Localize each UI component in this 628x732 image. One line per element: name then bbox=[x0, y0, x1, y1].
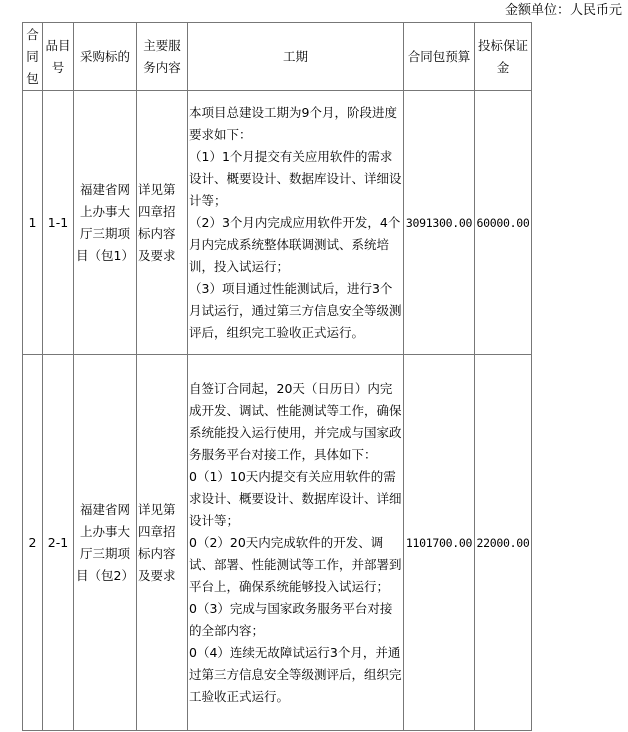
service-cell: 详见第四章招标内容及要求 bbox=[137, 355, 188, 731]
currency-unit-label: 金额单位：人民币元 bbox=[504, 3, 622, 18]
period-line: 本项目总建设工期为9个月，阶段进度要求如下： bbox=[189, 104, 397, 142]
package-cell: 1 bbox=[23, 91, 43, 355]
item-no-cell: 1-1 bbox=[43, 91, 74, 355]
package-cell: 2 bbox=[23, 355, 43, 731]
target-cell: 福建省网上办事大厅三期项目（包1） bbox=[74, 91, 137, 355]
period-line: 0（1）10天内提交有关应用软件的需求设计、概要设计、数据库设计、详细设计等； bbox=[189, 468, 402, 528]
period-cell bbox=[188, 355, 404, 731]
service-cell: 详见第四章招标内容及要求 bbox=[137, 91, 188, 355]
period-line: （1）1个月提交有关应用软件的需求设计、概要设计、数据库设计、详细设计等； bbox=[189, 148, 402, 208]
period-line: 0（3）完成与国家政务服务平台对接的全部内容； bbox=[189, 600, 393, 638]
period-cell bbox=[188, 91, 404, 355]
header-service: 主要服务内容 bbox=[137, 23, 188, 91]
period-line: 自签订合同起，20天（日历日）内完成开发、调试、性能测试等工作，确保系统能投入运行使用，并完成与国家政务服务平台对接工作，具体如下： bbox=[189, 380, 402, 462]
table-row bbox=[23, 355, 532, 731]
target-cell: 福建省网上办事大厅三期项目（包2） bbox=[74, 355, 137, 731]
budget-cell: 1101700.00 bbox=[404, 355, 475, 731]
period-line: （3）项目通过性能测试后，进行3个月试运行，通过第三方信息安全等级测评后，组织完工验收正式运行。 bbox=[189, 280, 402, 340]
header-target: 采购标的 bbox=[74, 23, 137, 91]
period-line: （2）3个月内完成应用软件开发，4个月内完成系统整体联调测试、系统培训，投入试运行； bbox=[189, 214, 401, 274]
header-period: 工期 bbox=[188, 23, 404, 91]
header-item-no: 品目号 bbox=[43, 23, 74, 91]
procurement-table bbox=[22, 22, 532, 731]
budget-cell: 3091300.00 bbox=[404, 91, 475, 355]
header-package: 合同包 bbox=[23, 23, 43, 91]
period-line: 0（2）20天内完成软件的开发、调试、部署、性能测试等工作，并部署到平台上，确保系统能够投入试运行； bbox=[189, 534, 402, 594]
period-line: 0（4）连续无故障试运行3个月，并通过第三方信息安全等级测评后，组织完工验收正式运行。 bbox=[189, 644, 402, 704]
deposit-cell: 22000.00 bbox=[475, 355, 532, 731]
header-budget: 合同包预算 bbox=[404, 23, 475, 91]
deposit-cell: 60000.00 bbox=[475, 91, 532, 355]
item-no-cell: 2-1 bbox=[43, 355, 74, 731]
header-deposit: 投标保证金 bbox=[475, 23, 532, 91]
table-header-row bbox=[23, 23, 532, 91]
table-row bbox=[23, 91, 532, 355]
